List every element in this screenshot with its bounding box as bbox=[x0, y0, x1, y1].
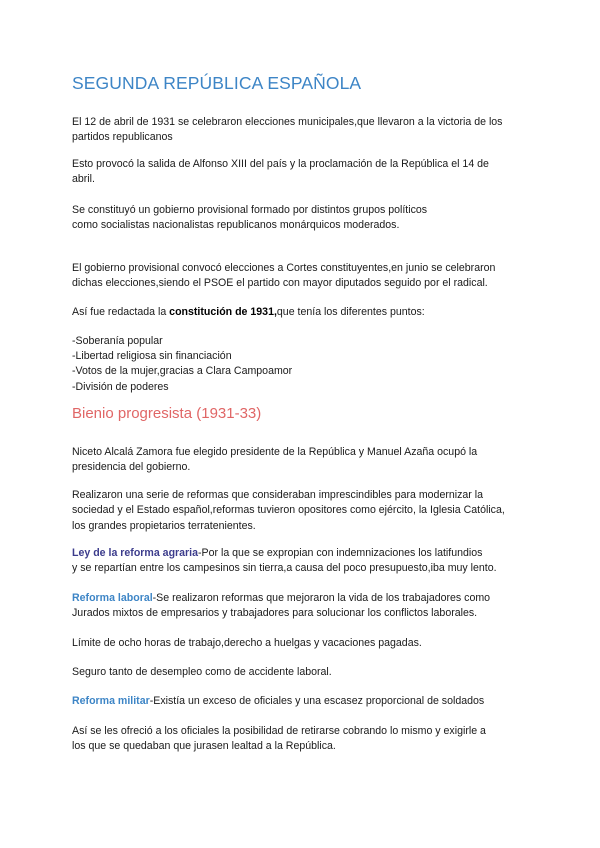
paragraph-reforma-agraria bbox=[72, 546, 532, 577]
text-line: abril. bbox=[72, 173, 95, 186]
text-run: -Se realizaron reformas que mejoraron la vida de los trabajadores como bbox=[152, 592, 491, 604]
paragraph-elecciones-municipales bbox=[72, 115, 532, 146]
text-run: Así fue redactada la bbox=[72, 306, 170, 318]
paragraph-salida-alfonso bbox=[72, 157, 532, 188]
text-line: los grandes propietarios terratenientes. bbox=[72, 519, 256, 532]
list-item: -Libertad religiosa sin financiación bbox=[72, 350, 232, 363]
text-line bbox=[72, 591, 532, 606]
paragraph-seguro: Seguro tanto de desempleo como de accidente laboral. bbox=[72, 666, 332, 678]
text-line: dichas elecciones,siendo el PSOE el partido con mayor diputados seguido por el radical. bbox=[72, 277, 488, 290]
section-heading-bienio: Bienio progresista (1931-33) bbox=[72, 405, 262, 422]
text-run: -Existía un exceso de oficiales y una escasez proporcional de soldados bbox=[149, 695, 485, 707]
paragraph-oficiales bbox=[72, 724, 532, 755]
text-line: El 12 de abril de 1931 se celebraron elecciones municipales,que llevaron a la victoria de los bbox=[72, 116, 503, 128]
paragraph-limite-horas: Límite de ocho horas de trabajo,derecho a huelgas y vacaciones pagadas. bbox=[72, 637, 422, 649]
term-reforma-militar: Reforma militar bbox=[72, 695, 150, 707]
text-line: los que se quedaban que jurasen lealtad a la República. bbox=[72, 740, 336, 753]
text-line: Se constituyó un gobierno provisional formado por distintos grupos políticos bbox=[72, 204, 428, 216]
text-line bbox=[72, 546, 532, 561]
list-item: -Soberanía popular bbox=[72, 335, 163, 347]
list-item: -División de poderes bbox=[72, 380, 169, 393]
text-line: Realizaron una serie de reformas que consideraban imprescindibles para modernizar la bbox=[72, 489, 484, 501]
paragraph-reforma-militar bbox=[72, 694, 532, 709]
text-line: como socialistas nacionalistas republicanos monárquicos moderados. bbox=[72, 219, 400, 232]
paragraph-cortes-constituyentes bbox=[72, 261, 532, 292]
page-title: SEGUNDA REPÚBLICA ESPAÑOLA bbox=[72, 73, 362, 93]
text-line: Esto provocó la salida de Alfonso XIII del país y la proclamación de la República el 14 de bbox=[72, 158, 489, 170]
text-line: partidos republicanos bbox=[72, 131, 173, 144]
paragraph-presidentes bbox=[72, 445, 532, 476]
list-item: -Votos de la mujer,gracias a Clara Campoamor bbox=[72, 365, 293, 378]
constitucion-bold: constitución de 1931, bbox=[169, 306, 277, 318]
paragraph-reformas bbox=[72, 488, 532, 534]
text-run: que tenía los diferentes puntos: bbox=[276, 306, 425, 318]
term-reforma-agraria: Ley de la reforma agraria bbox=[72, 547, 199, 559]
paragraph-gobierno-provisional bbox=[72, 203, 532, 234]
text-line: Así se les ofreció a los oficiales la posibilidad de retirarse cobrando lo mismo y exigirle a bbox=[72, 725, 486, 737]
text-line: presidencia del gobierno. bbox=[72, 461, 191, 474]
text-line: sociedad y el Estado español,reformas tuvieron opositores como ejército, la Iglesia Católica, bbox=[72, 504, 505, 517]
text-line: Jurados mixtos de empresarios y trabajadores para solucionar los conflictos laborales. bbox=[72, 607, 478, 620]
paragraph-reforma-laboral bbox=[72, 591, 532, 622]
paragraph-constitucion bbox=[72, 305, 532, 320]
constitution-points-list bbox=[72, 334, 292, 395]
text-run: -Por la que se expropian con indemnizaciones los latifundios bbox=[198, 547, 483, 559]
term-reforma-laboral: Reforma laboral bbox=[72, 592, 153, 604]
text-line: El gobierno provisional convocó elecciones a Cortes constituyentes,en junio se celebraron bbox=[72, 262, 496, 274]
text-line: Niceto Alcalá Zamora fue elegido presidente de la República y Manuel Azaña ocupó la bbox=[72, 446, 478, 458]
text-line: y se repartían entre los campesinos sin tierra,a causa del poco presupuesto,iba muy lento. bbox=[72, 562, 497, 575]
